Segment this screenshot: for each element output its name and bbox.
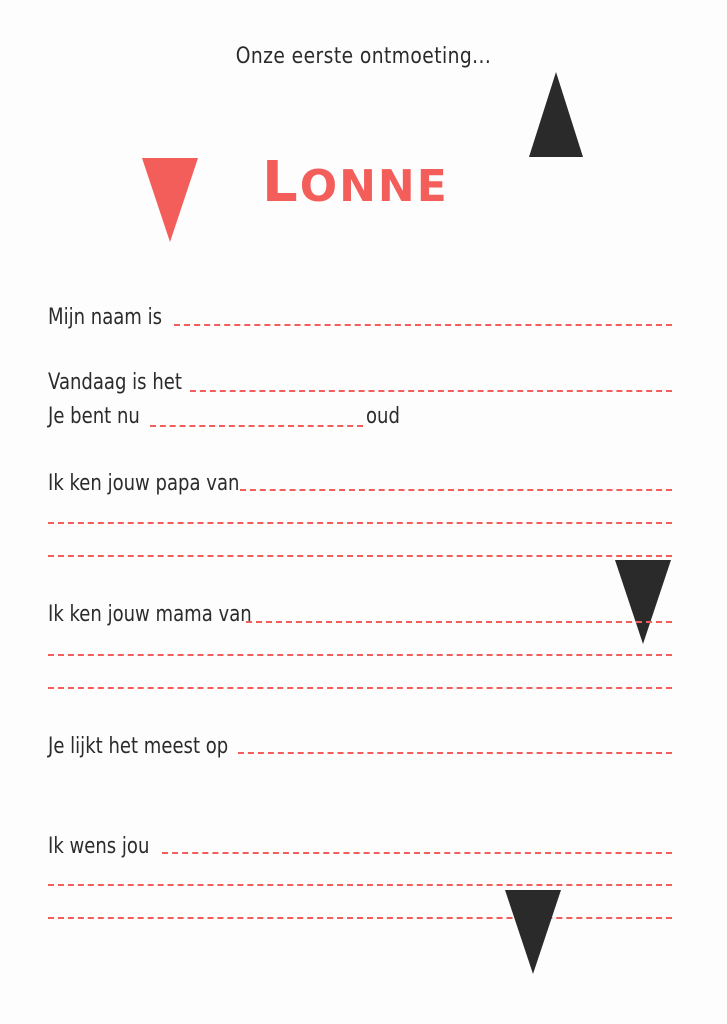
wish-line-1[interactable]	[162, 852, 672, 854]
name-rest: ONNE	[299, 161, 449, 212]
age-line[interactable]	[150, 425, 363, 427]
red-triangle-down-decoration	[142, 158, 198, 242]
resemble-label: Je lijkt het meest op	[48, 734, 229, 759]
papa-label: Ik ken jouw papa van	[48, 471, 240, 496]
wish-line-2[interactable]	[48, 884, 672, 886]
baby-name-title	[262, 150, 449, 215]
mama-line-1[interactable]	[246, 621, 672, 623]
age-label: Je bent nu	[48, 404, 140, 429]
name-label: Mijn naam is	[48, 305, 163, 330]
age-suffix: oud	[366, 404, 400, 429]
name-line[interactable]	[174, 324, 672, 326]
papa-line-3[interactable]	[48, 555, 672, 557]
wish-line-3[interactable]	[48, 917, 672, 919]
dark-triangle-down-decoration	[615, 560, 671, 644]
mama-line-3[interactable]	[48, 687, 672, 689]
mama-line-2[interactable]	[48, 654, 672, 656]
dark-triangle-down-bottom-decoration	[505, 890, 561, 974]
card-subtitle: Onze eerste ontmoeting...	[235, 44, 492, 69]
papa-line-1[interactable]	[240, 489, 672, 491]
dark-triangle-up-decoration	[529, 72, 583, 157]
papa-line-2[interactable]	[48, 522, 672, 524]
mama-label: Ik ken jouw mama van	[48, 602, 252, 627]
resemble-line[interactable]	[238, 752, 672, 754]
date-line[interactable]	[190, 390, 672, 392]
name-initial: L	[262, 150, 300, 215]
wish-label: Ik wens jou	[48, 834, 150, 859]
date-label: Vandaag is het	[48, 370, 182, 395]
